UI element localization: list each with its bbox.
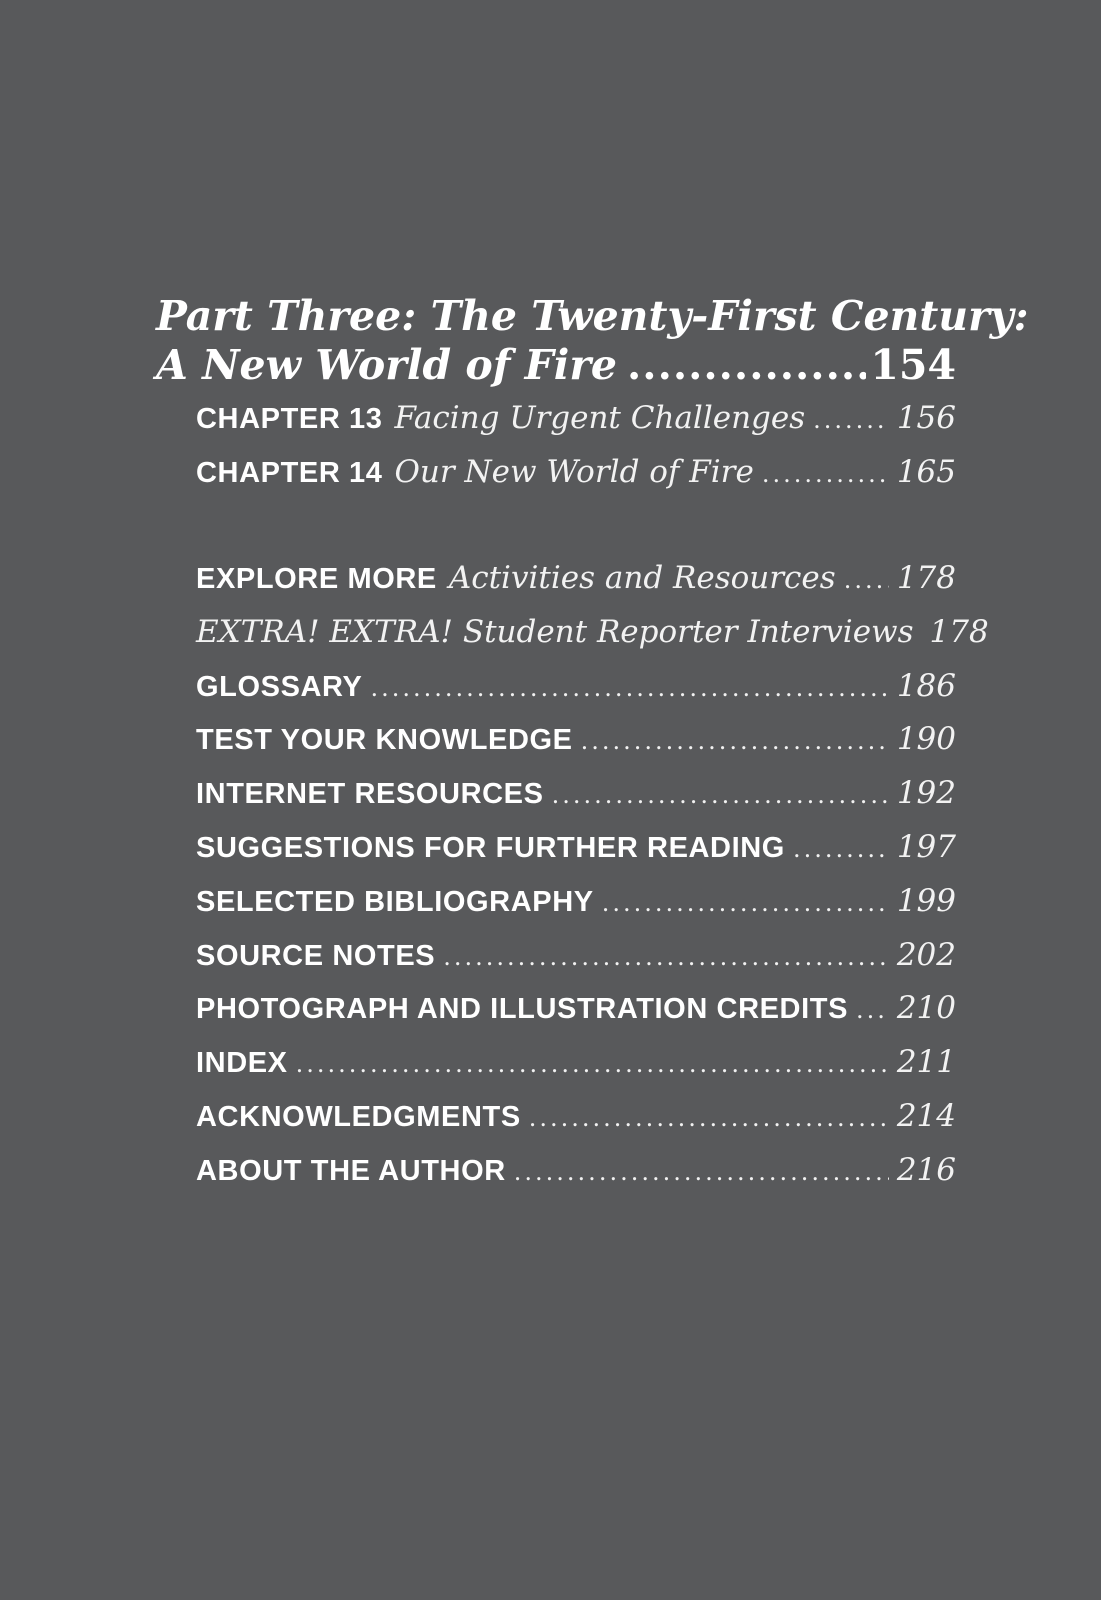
leader-dots — [443, 943, 889, 971]
toc-entry-index[interactable] — [196, 1044, 956, 1098]
toc-entry-acknowledgments[interactable] — [196, 1098, 956, 1152]
entry-label: SUGGESTIONS FOR FURTHER READING — [196, 831, 785, 864]
toc-entry-glossary[interactable] — [196, 668, 956, 722]
entry-label: SELECTED BIBLIOGRAPHY — [196, 885, 594, 918]
part-leader-dots — [627, 341, 866, 390]
toc-entry-extra-extra[interactable] — [196, 613, 989, 668]
leader-dots — [296, 1050, 889, 1078]
toc-entry-about-the-author[interactable] — [196, 1152, 956, 1206]
toc-entry-further-reading[interactable] — [196, 829, 956, 883]
toc-entry-internet-resources[interactable] — [196, 775, 956, 829]
entry-label: TEST YOUR KNOWLEDGE — [196, 724, 573, 757]
entry-label: INTERNET RESOURCES — [196, 778, 544, 811]
entry-page-number: 190 — [896, 721, 956, 758]
entry-label: GLOSSARY — [196, 670, 363, 703]
entry-page-number: 210 — [896, 990, 956, 1027]
entry-label: INDEX — [196, 1047, 288, 1080]
toc-entry-test-your-knowledge[interactable] — [196, 721, 956, 775]
part-page-number: 154 — [870, 341, 956, 389]
leader-dots — [529, 1104, 889, 1132]
entry-label: SOURCE NOTES — [196, 939, 436, 972]
leader-dots — [856, 996, 889, 1024]
part-heading — [156, 292, 1029, 390]
leader-dots — [552, 781, 889, 809]
entry-title: Our New World of Fire — [394, 453, 754, 490]
entry-label: PHOTOGRAPH AND ILLUSTRATION CREDITS — [196, 993, 849, 1026]
entry-title: EXTRA! EXTRA! Student Reporter Interviews — [196, 613, 914, 650]
toc-entry-photo-credits[interactable] — [196, 990, 956, 1044]
entry-page-number: 211 — [896, 1044, 956, 1081]
entry-page-number: 216 — [896, 1151, 956, 1188]
toc-entry-source-notes[interactable] — [196, 937, 956, 991]
leader-dots — [602, 889, 889, 917]
entry-page-number: 165 — [896, 453, 956, 490]
leader-dots — [514, 1158, 889, 1186]
toc-entry-explore-more[interactable] — [196, 560, 956, 614]
entry-page-number: 178 — [896, 560, 956, 596]
entry-label: ACKNOWLEDGMENTS — [196, 1100, 521, 1133]
entry-label: EXPLORE MORE — [196, 563, 437, 595]
entry-page-number: 178 — [929, 613, 989, 650]
entry-label: ABOUT THE AUTHOR — [196, 1154, 506, 1187]
entry-page-number: 214 — [896, 1097, 956, 1134]
entry-title: Activities and Resources — [448, 560, 836, 596]
toc-entry-chapter-13[interactable] — [196, 400, 956, 454]
leader-dots — [581, 727, 889, 755]
entry-page-number: 186 — [896, 667, 956, 704]
back-matter-list — [196, 560, 989, 1206]
leader-dots — [793, 835, 889, 863]
entry-page-number: 197 — [896, 828, 956, 865]
chapter-list — [196, 400, 956, 508]
leader-dots — [762, 460, 889, 488]
entry-page-number: 156 — [896, 400, 956, 436]
leader-dots — [370, 674, 888, 702]
entry-label: CHAPTER 14 — [196, 456, 383, 489]
toc-entry-chapter-14[interactable] — [196, 454, 956, 508]
entry-title: Facing Urgent Challenges — [394, 400, 806, 436]
leader-dots — [844, 566, 889, 594]
entry-page-number: 192 — [896, 775, 956, 812]
part-title-line2-row[interactable] — [156, 341, 956, 390]
toc-entry-selected-bibliography[interactable] — [196, 883, 956, 937]
part-title-line1: Part Three: The Twenty-First Century: — [156, 292, 1029, 340]
leader-dots — [813, 406, 889, 434]
entry-page-number: 199 — [896, 882, 956, 919]
entry-page-number: 202 — [896, 936, 956, 973]
entry-label: CHAPTER 13 — [196, 403, 383, 435]
part-title-line2: A New World of Fire — [156, 341, 618, 389]
